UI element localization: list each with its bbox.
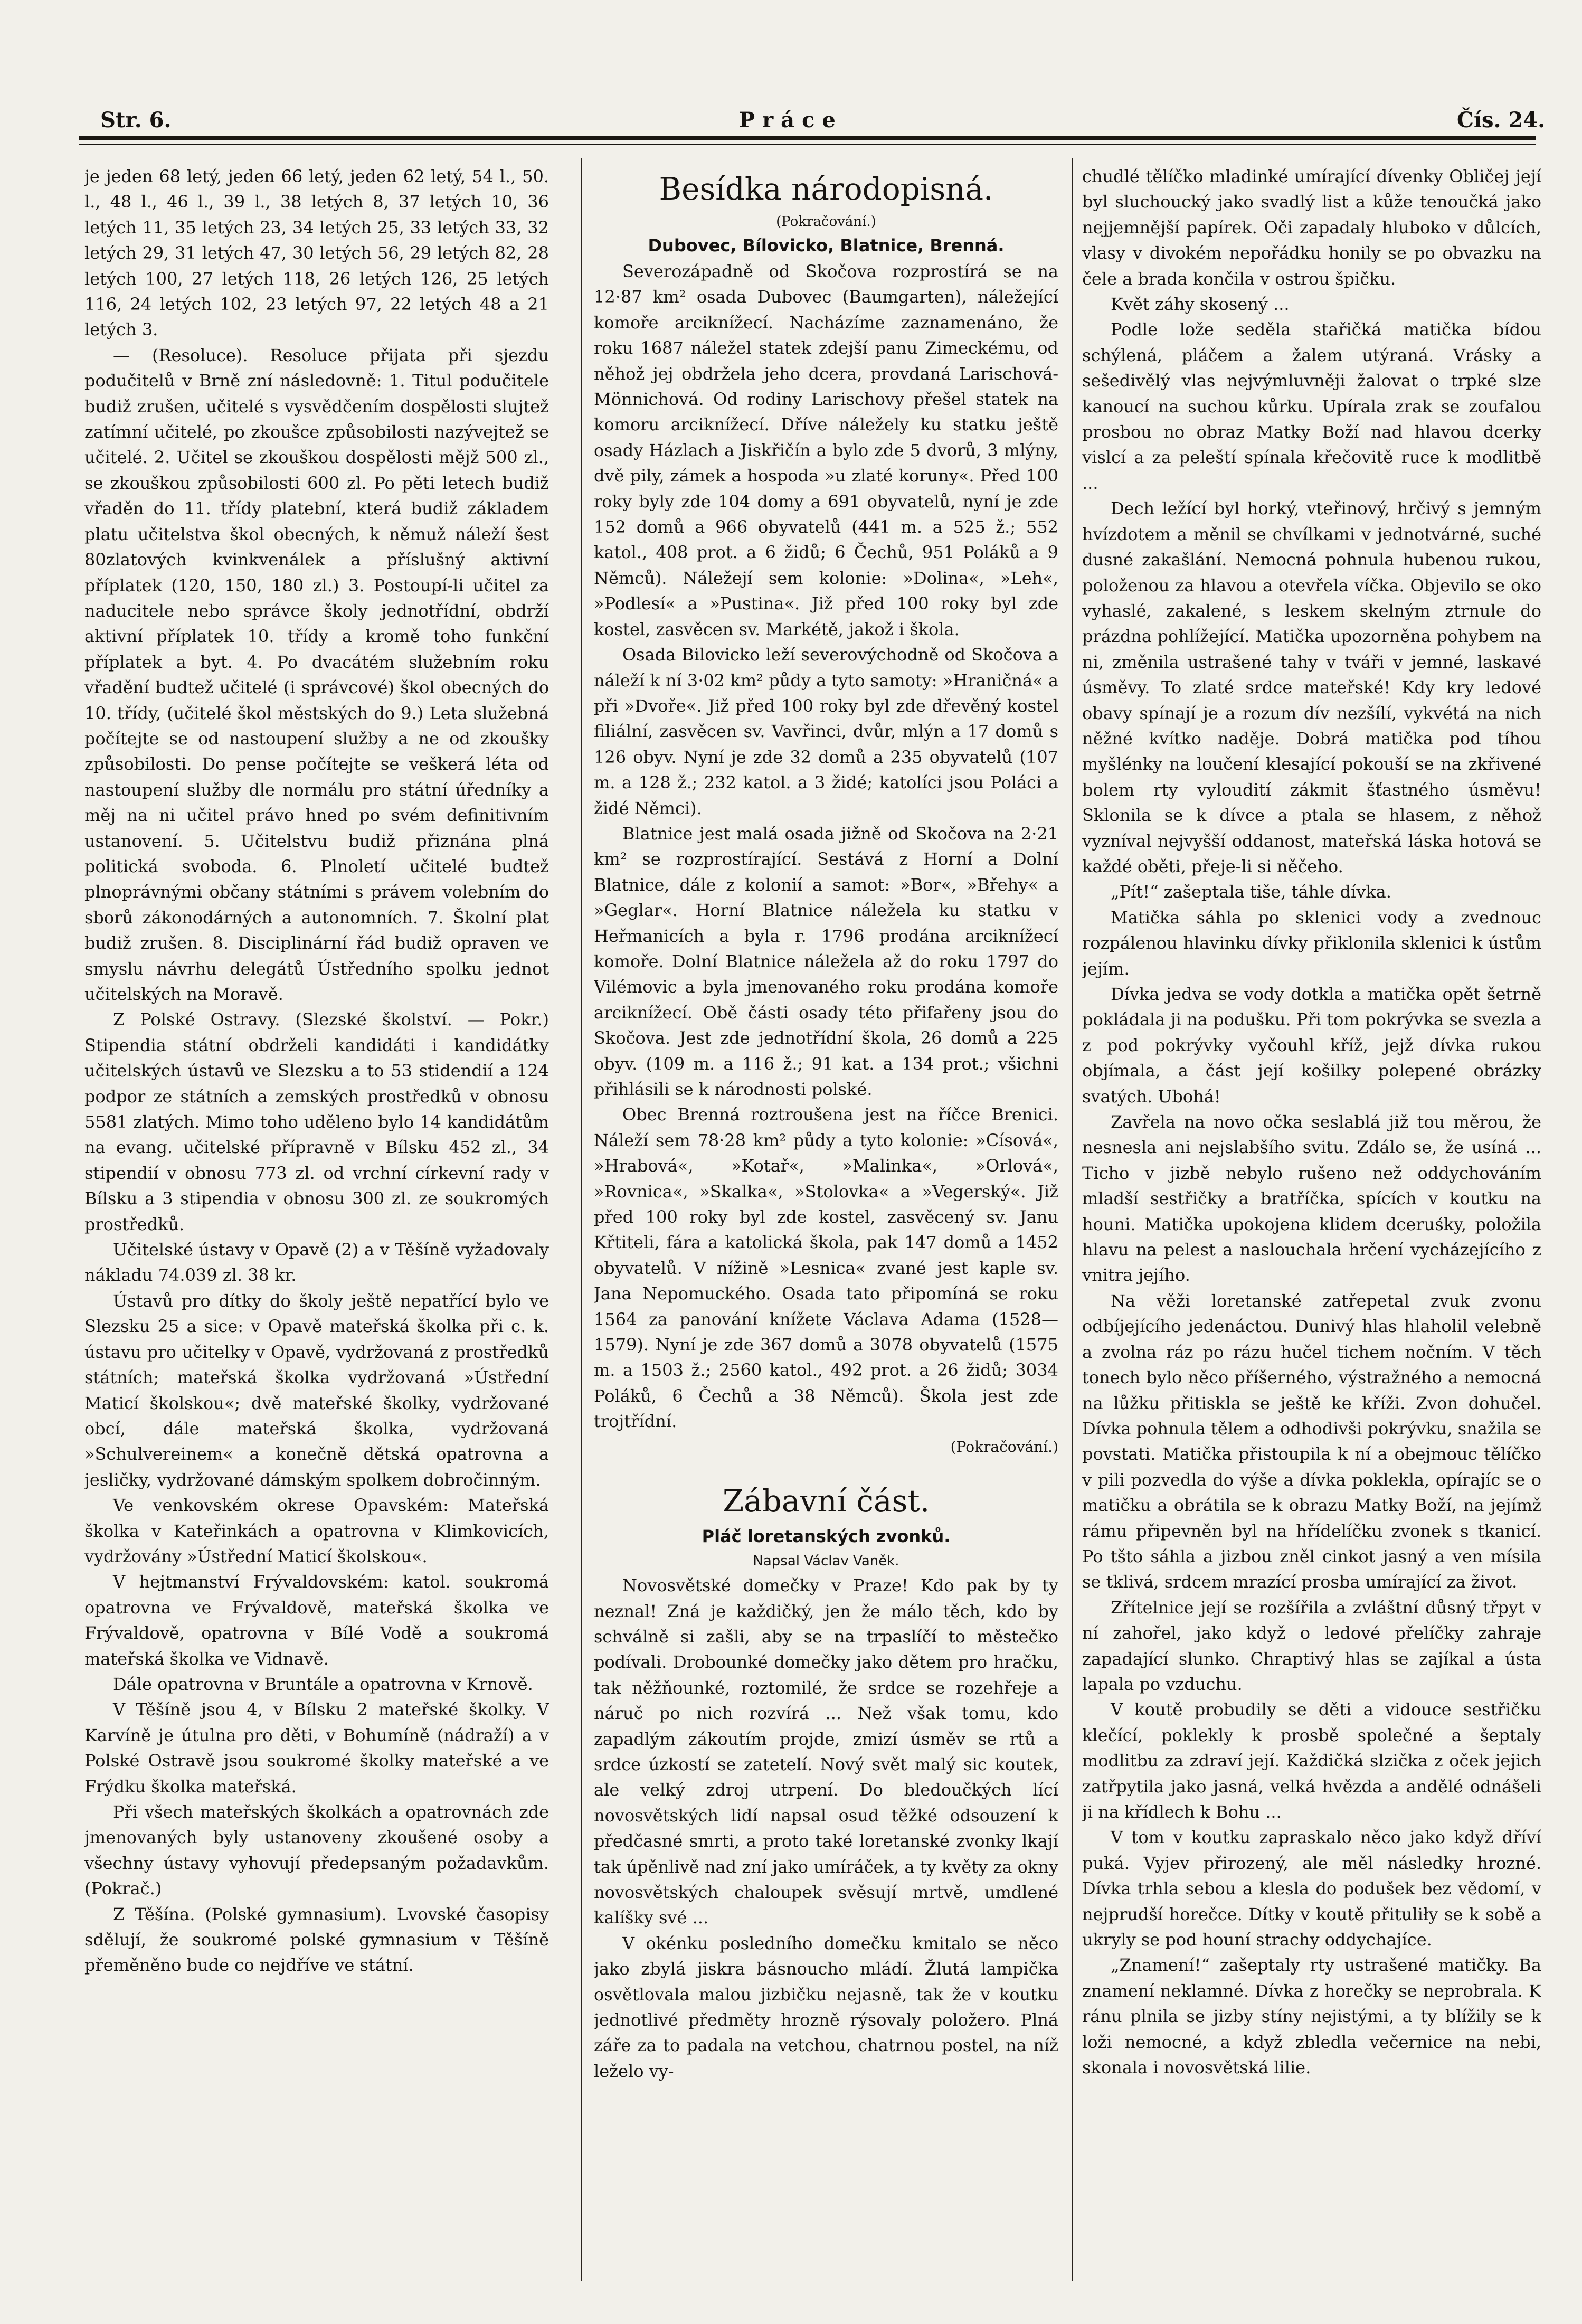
story-paragraph: V koutě probudily se děti a vidouce sestřičku klečící, poklekly k prosbě společné a šeptaly modlitbu za zdraví její. Každičká slzička z oček jejich zatřpytila jako jasná, velká hvězda a andělé odnášeli ji na křídlech k Bohu ... <box>1082 1699 1541 1822</box>
continued-note: (Pokračování.) <box>950 1438 1058 1456</box>
section-title: Zábavní část. <box>722 1483 930 1519</box>
article-paragraph: Blatnice jest malá osada jižně od Skočova na 2·21 km² se rozprostírající. Sestává z Horní a Dolní Blatnice, dále z kolonií a samot: »Bor«, »Břehy« a »Geglar«. Horní Blatnice náležela ku statku v Heřmanicích a byla r. 1796 prodána arciknížecí komoře. Dolní Blatnice náležela až do roku 1797 do Vilémovic a byla jmenovaného roku prodána komoře arciknížecí. Obě části osady této přifařeny jsou do Skočova. Jest zde jednotřídní škola, 26 domů a 225 obyv. (109 m. a 116 ž.; 91 kat. a 134 prot.; všichni přihlásili se k národnosti polské. <box>594 823 1058 1099</box>
story-paragraph: „Znamení!“ zašeptaly rty ustrašené matičky. Ba znamení neklamné. Dívka z horečky se neprobrala. K ránu plnila se jizby stíny nejistými, a ty blížily se k loži nemocné, a když zbledla večernice na nebi, skonala i novosvětská lilie. <box>1082 1955 1541 2078</box>
column-3 <box>1082 164 1541 2302</box>
story-paragraph: Na věži loretanské zatřepetal zvuk zvonu odbíjejícího jedenáctou. Dunivý hlas hlaholil velebně a zvolna ráz po rázu hučel tichem nočním. V těch tonech bylo něco příšerného, výstražného a nemocná na lůžku přitiskla se ještě ke kříži. Zvon dohučel. Dívka pohnula tělem a odhodivši pokrývku, snažila se povstati. Matička přistoupila k ní a obejmouc tělíčko v pili pozvedla do výše a dívka poklekla, opírajíc se o matičku a obrátila se k obrazu Matky Boží, na jejímž rámu připevněn byl na hřídelíčku zvonek s tkanicí. Po tšto sáhla a jizbou zněl cinkot jasný a ven mísila se tklivá, srdcem mrazící prosba umírající za život. <box>1082 1290 1541 1592</box>
article-paragraph: Učitelské ústavy v Opavě (2) a v Těšíně vyžadovaly nákladu 74.039 zl. 38 kr. <box>84 1240 549 1286</box>
article-paragraph: je jeden 68 letý, jeden 66 letý, jeden 62 letý, 54 l., 50. l., 48 l., 46 l., 39 l., 38 letých 8, 37 letých 10, 36 letých 11, 35 letých 23, 34 letých 25, 33 letých 33, 32 letých 29, 31 letých 47, 30 letých 56, 29 letých 82, 28 letých 100, 27 letých 118, 26 letých 126, 25 letých 116, 24 letých 102, 23 letých 97, 22 letých 48 a 21 letých 3. <box>84 166 549 340</box>
section-title: Besídka národopisná. <box>659 171 993 207</box>
byline: Napsal Václav Vaněk. <box>753 1553 899 1570</box>
article-paragraph: Ve venkovském okrese Opavském: Mateřská školka v Kateřinkách a opatrovna v Klimkovicích, vydržovány »Ústřední Maticí školskou«. <box>84 1495 549 1566</box>
article-paragraph: V Těšíně jsou 4, v Bílsku 2 mateřské školky. V Karvíně je útulna pro děti, v Bohumíně (nádraží) a v Polské Ostravě jsou soukromé školky mateřské a ve Frýdku školka mateřská. <box>84 1699 549 1797</box>
article-paragraph: Z Těšína. (Polské gymnasium). Lvovské časopisy sdělují, že soukromé polské gymnasium v Těšíně přeměněno bude co nejdříve ve státní. <box>84 1904 549 1976</box>
article-paragraph: V hejtmanství Frývaldovském: katol. soukromá opatrovna ve Frývaldově, mateřská školka ve Frývaldově, opatrovna v Bílé Vodě a soukromá mateřská školka ve Vidnavě. <box>84 1572 549 1669</box>
column-1 <box>84 164 549 2302</box>
page-number: Str. 6. <box>100 108 172 133</box>
story-paragraph: Podle lože seděla stařičká matička bídou schýlená, pláčem a žalem utýraná. Vrásky a sešedivělý vlas nejvýmluvněji žalovat o trpké slze kanoucí na suchou kůrku. Upírala zrak se zoufalou prosbou no obraz Matky Boží nad hlavou dcerky vislcí a za peleští spínala křečovitě ruce k modlitbě ... <box>1082 319 1541 493</box>
article-paragraph: Při všech mateřských školkách a opatrovnách zde jmenovaných byly ustanoveny zkoušené osoby a všechny ústavy vyhovují předepsaným požadavkům. (Pokrač.) <box>84 1802 549 1899</box>
story-paragraph: Matička sáhla po sklenici vody a zvednouc rozpálenou hlavinku dívky přiklonila sklenici k ústům jejím. <box>1082 907 1541 979</box>
header-rule <box>79 136 1536 140</box>
article-paragraph: Z Polské Ostravy. (Slezské školství. — Pokr.) Stipendia státní obdrželi kandidáti i kandidátky učitelských ústavů ve Slezsku a to 53 stidendií a 124 podpor ze státních a zemských prostředků v obnosu 5581 zlatých. Mimo toho uděleno bylo 14 kandidátům na evang. učitelské přípravně v Bílsku 452 zl., 34 stipendií v obnosu 773 zl. od vrchní církevní rady v Bílsku a 3 stipendia v obnosu 300 zl. ze soukromých prostředků. <box>84 1009 549 1234</box>
story-paragraph: Dívka jedva se vody dotkla a matička opět šetrně pokládala ji na podušku. Při tom pokrývka se svezla a z pod pokrývky vyčouhl kříž, jejž dívka rukou objímala, a část její košilky polepené obrázky svatých. Ubohá! <box>1082 984 1541 1107</box>
story-paragraph: Květ záhy skosený ... <box>1111 294 1290 315</box>
article-paragraph: Osada Bilovicko leží severovýchodně od Skočova a náleží k ní 3·02 km² půdy a tyto samoty: »Hraničná« a při »Dvoře«. Již před 100 roky byl zde dřevěný kostel filiální, zasvěcen sv. Vavřinci, dvůr, mlýn a 17 domů s 126 obyv. Nyní je zde 32 domů a 235 obyvatelů (107 m. a 128 ž.; 232 katol. a 3 židé; katolíci jsou Poláci a židé Němci). <box>594 645 1058 818</box>
column-divider <box>581 158 582 2281</box>
continued-note: (Pokračování.) <box>776 214 876 230</box>
issue-number: Čís. 24. <box>1457 108 1545 133</box>
spacer <box>594 1460 1058 1476</box>
article-paragraph: Obec Brenná roztroušena jest na říčce Brenici. Náleží sem 78·28 km² půdy a tyto kolonie: »Císová«, »Hrabová«, »Kotař«, »Malinka«, »Orlová«, »Rovnica«, »Skalka«, »Stolovka« a »Vegerský«. Již před 100 roky byl zde kostel, zasvěcený sv. Janu Křtiteli, fára a katolická škola, pak 147 domů a 1452 obyvatelů. V nížině »Lesnica« zvané jest kaple sv. Jana Nepomuckého. Osada tato připomíná se roku 1564 za panování knížete Václava Adama (1528—1579). Nyní je zde 367 domů a 3078 obyvatelů (1575 m. a 1503 ž.; 2560 katol., 492 prot. a 26 židů; 3034 Poláků, 6 Čechů a 38 Němců). Škola jest zde trojtřídní. <box>594 1104 1058 1432</box>
column-divider <box>1072 158 1073 2281</box>
story-paragraph: Novosvětské domečky v Praze! Kdo pak by ty neznal! Zná je každičký, jen že málo těch, kdo by schválně si zašli, aby se na trpaslíčí to městečko podívali. Drobounké domečky jako dětem pro hračku, tak něžňounké, roztomilé, že srdce se rozehřeje a náruč po nich rozvírá ... Než však tomu, kdo zapadlým zákoutím projde, zmizí úsměv se rtů a srdce úzkostí se zatetelí. Nový svět malý sic koutek, ale velký zdroj utrpení. Do bledoučkých lící novosvětských lidí napsal osud těžké odsouzení k předčasné smrti, a proto také loretanské zvonky lkají tak úpěnlivě nad zní jako umíráček, a ty květy za okny novosvětských chaloupek svěsují mrtvě, umdlené kalíšky své ... <box>594 1575 1058 1928</box>
story-paragraph: chudlé tělíčko mladinké umírající dívenky Obličej její byl sluchoucký jako svadlý list a kůže tenoučká jako nejjemnější papírek. Oči zapadaly hluboko v důlcích, vlasy v divokém nepořádku honily se po obvazku na čele a brada končila v ostrou špičku. <box>1082 166 1541 289</box>
story-paragraph: Dech ležící byl horký, vteřinový, hrčivý s jemným hvízdotem a měnil se chvílkami v jednotvárné, suché dusné zakašlání. Nemocná pohnula hubenou rukou, položenou za hlavou a otevřela víčka. Objevilo se oko vyhaslé, zakalené, s leskem skelným ztrnule do prázdna pohlížející. Matička upozorněna pohybem na ni, změnila ustrašené tahy v tváři v jemné, laskavé úsměvy. To zlaté srdce mateřské! Kdy kry ledové obavy spínají je a rozum dív nezšílí, vykvétá na nich něžné kvítko naděje. Dobrá matička pod tíhou myšlénky na loučení klesající pokouší se na zkřivené bolem rty vyloudití zákmit šťastného úsměvu! Sklonila se k dívce a ptala se hlasem, z něhož vyzníval nejvyšší oddanost, mateřská láska hotová se každé oběti, přeje-li si něčeho. <box>1082 498 1541 876</box>
article-paragraph: Ústavů pro dítky do školy ještě nepatřící bylo ve Slezsku 25 a sice: v Opavě mateřská školka při c. k. ústavu pro učitelky v Opavě, vydržovaná z prostředků státních; mateřská školka vydržovaná »Ústřední Maticí školskou«; dvě mateřské školky, vydržované obcí, dále mateřská školka, vydržovaná »Schulvereinem« a konečně dětská opatrovna a jesličky, vydržované dámským spolkem dobročinným. <box>84 1290 549 1490</box>
article-paragraph: — (Resoluce). Resoluce přijata při sjezdu podučitelů v Brně zní následovně: 1. Titul podučitele budiž zrušen, učitelé s vysvědčením dospělosti slujtež zatímní učitelé, po zkoušce způsobilosti nazývejtež se učitelé. 2. Učitel se zkouškou dospělosti mějž 500 zl., se zkouškou způsobilosti 600 zl. Po pěti letech budiž vřaděn do 11. třídy platební, která budiž základem platu učitelstva škol obecných, k němuž náleží šest 80zlatových kvinkvenálek a příslušný aktivní příplatek (120, 150, 180 zl.) 3. Postoupí-li učitel za naducitele nebo správce školy jednotřídní, obdrží aktivní příplatek 10. třídy a kromě toho funkční příplatek a byt. 4. Po dvacátém služebním roku vřadění budtež učitelé (i správcové) škol obecných do 10. třídy, (učitelé škol městských do 9.) Leta služebná počítejte se od nastoupení služby a ne od zkoušky způsobilosti. Do pense počítejte se veškerá léta od nastoupení služby dle normálu pro státní úředníky a měj na ni učitel právo hned po svém definitivním ustanovení. 5. Učitelstvu budiž přiznána plná politická svoboda. 6. Plnoletí učitelé budtež plnoprávnými občany státními s právem volebním do sborů zákonodárných a autonomních. 7. Školní plat budiž zrušen. 8. Disciplinární řád budiž opraven ve smyslu návrhu delegátů Ústředního spolku jednot učitelských na Moravě. <box>84 345 549 1004</box>
column-2 <box>594 164 1058 2302</box>
story-paragraph: V tom v koutku zapraskalo něco jako když dříví puká. Vyjev přirozený, ale měl následky hrozné. Dívka trhla sebou a klesla do podušek bez vědomí, v nejprudší horečce. Dítky v koutě přituliły se k sobě a ukryly se pod houní strachy oddychajíce. <box>1082 1827 1541 1950</box>
article-paragraph: Dále opatrovna v Bruntále a opatrovna v Krnově. <box>113 1674 533 1694</box>
masthead-title: Práce <box>739 108 843 133</box>
story-paragraph: Zavřela na novo očka seslablá již tou měrou, že nesnesla ani nejslabšího svitu. Zdálo se, že usíná ... Ticho v jizbě nebylo rušeno než oddychováním mladší sestřičky a bratříčka, spících v koutku na houni. Matička upokojena klidem dceruśky, položila hlavu na pelest a naslouchala hrčení vycházejícího z vnitra jejího. <box>1082 1112 1541 1286</box>
story-paragraph: V okénku posledního domečku kmitalo se něco jako zbylá jiskra básnoucho mládí. Žlutá lampička osvětlovala malou jizbičku nejasně, tak že v koutku jednotlivé předměty hrozně rýsovaly položero. Plná záře za to padala na vetchou, chatrnou postel, na níž leželo vy- <box>594 1933 1058 2081</box>
article-paragraph: Severozápadně od Skočova rozprostírá se na 12·87 km² osada Dubovec (Baumgarten), náležející komoře arciknížecí. Nacházíme zaznamenáno, že roku 1687 náležel statek zdejší panu Zimeckému, od něhož jej obdržela jeho dcera, provdaná Larischová-Mönnichová. Od rodiny Larischovy přešel statek na komoru arciknížecí. Dříve náležely ku statku ještě osady Házlach a Jiskřičín a bylo zde 5 dvorů, 3 mlýny, dvě pily, zámek a hospoda »u zlaté koruny«. Před 100 roky byly zde 104 domy a 691 obyvatelů, nyní je zde 152 domů a 966 obyvatelů (441 m. a 525 ž.; 552 katol., 408 prot. a 6 židů; 6 Čechů, 951 Poláků a 9 Němců). Náležejí sem kolonie: »Dolina«, »Leh«, »Podlesí« a »Pustina«. Již před 100 roky byl zde kostel, zasvěcen sv. Markétě, jakož i škola. <box>594 261 1058 639</box>
article-subhead: Dubovec, Bílovicko, Blatnice, Brenná. <box>648 235 1005 256</box>
header-rule-thin <box>79 144 1536 145</box>
story-title: Pláč loretanských zvonků. <box>702 1526 951 1547</box>
story-paragraph: Zřítelnice její se rozšířila a zvláštní důsný třpyt v ní zahořel, jako když o ledové přelíčky zahraje zapadající slunko. Chraptivý hlas se zajíkal a ústa lapala po vzduchu. <box>1082 1597 1541 1694</box>
story-paragraph: „Pít!“ zašeptala tiše, táhle dívka. <box>1111 882 1391 902</box>
